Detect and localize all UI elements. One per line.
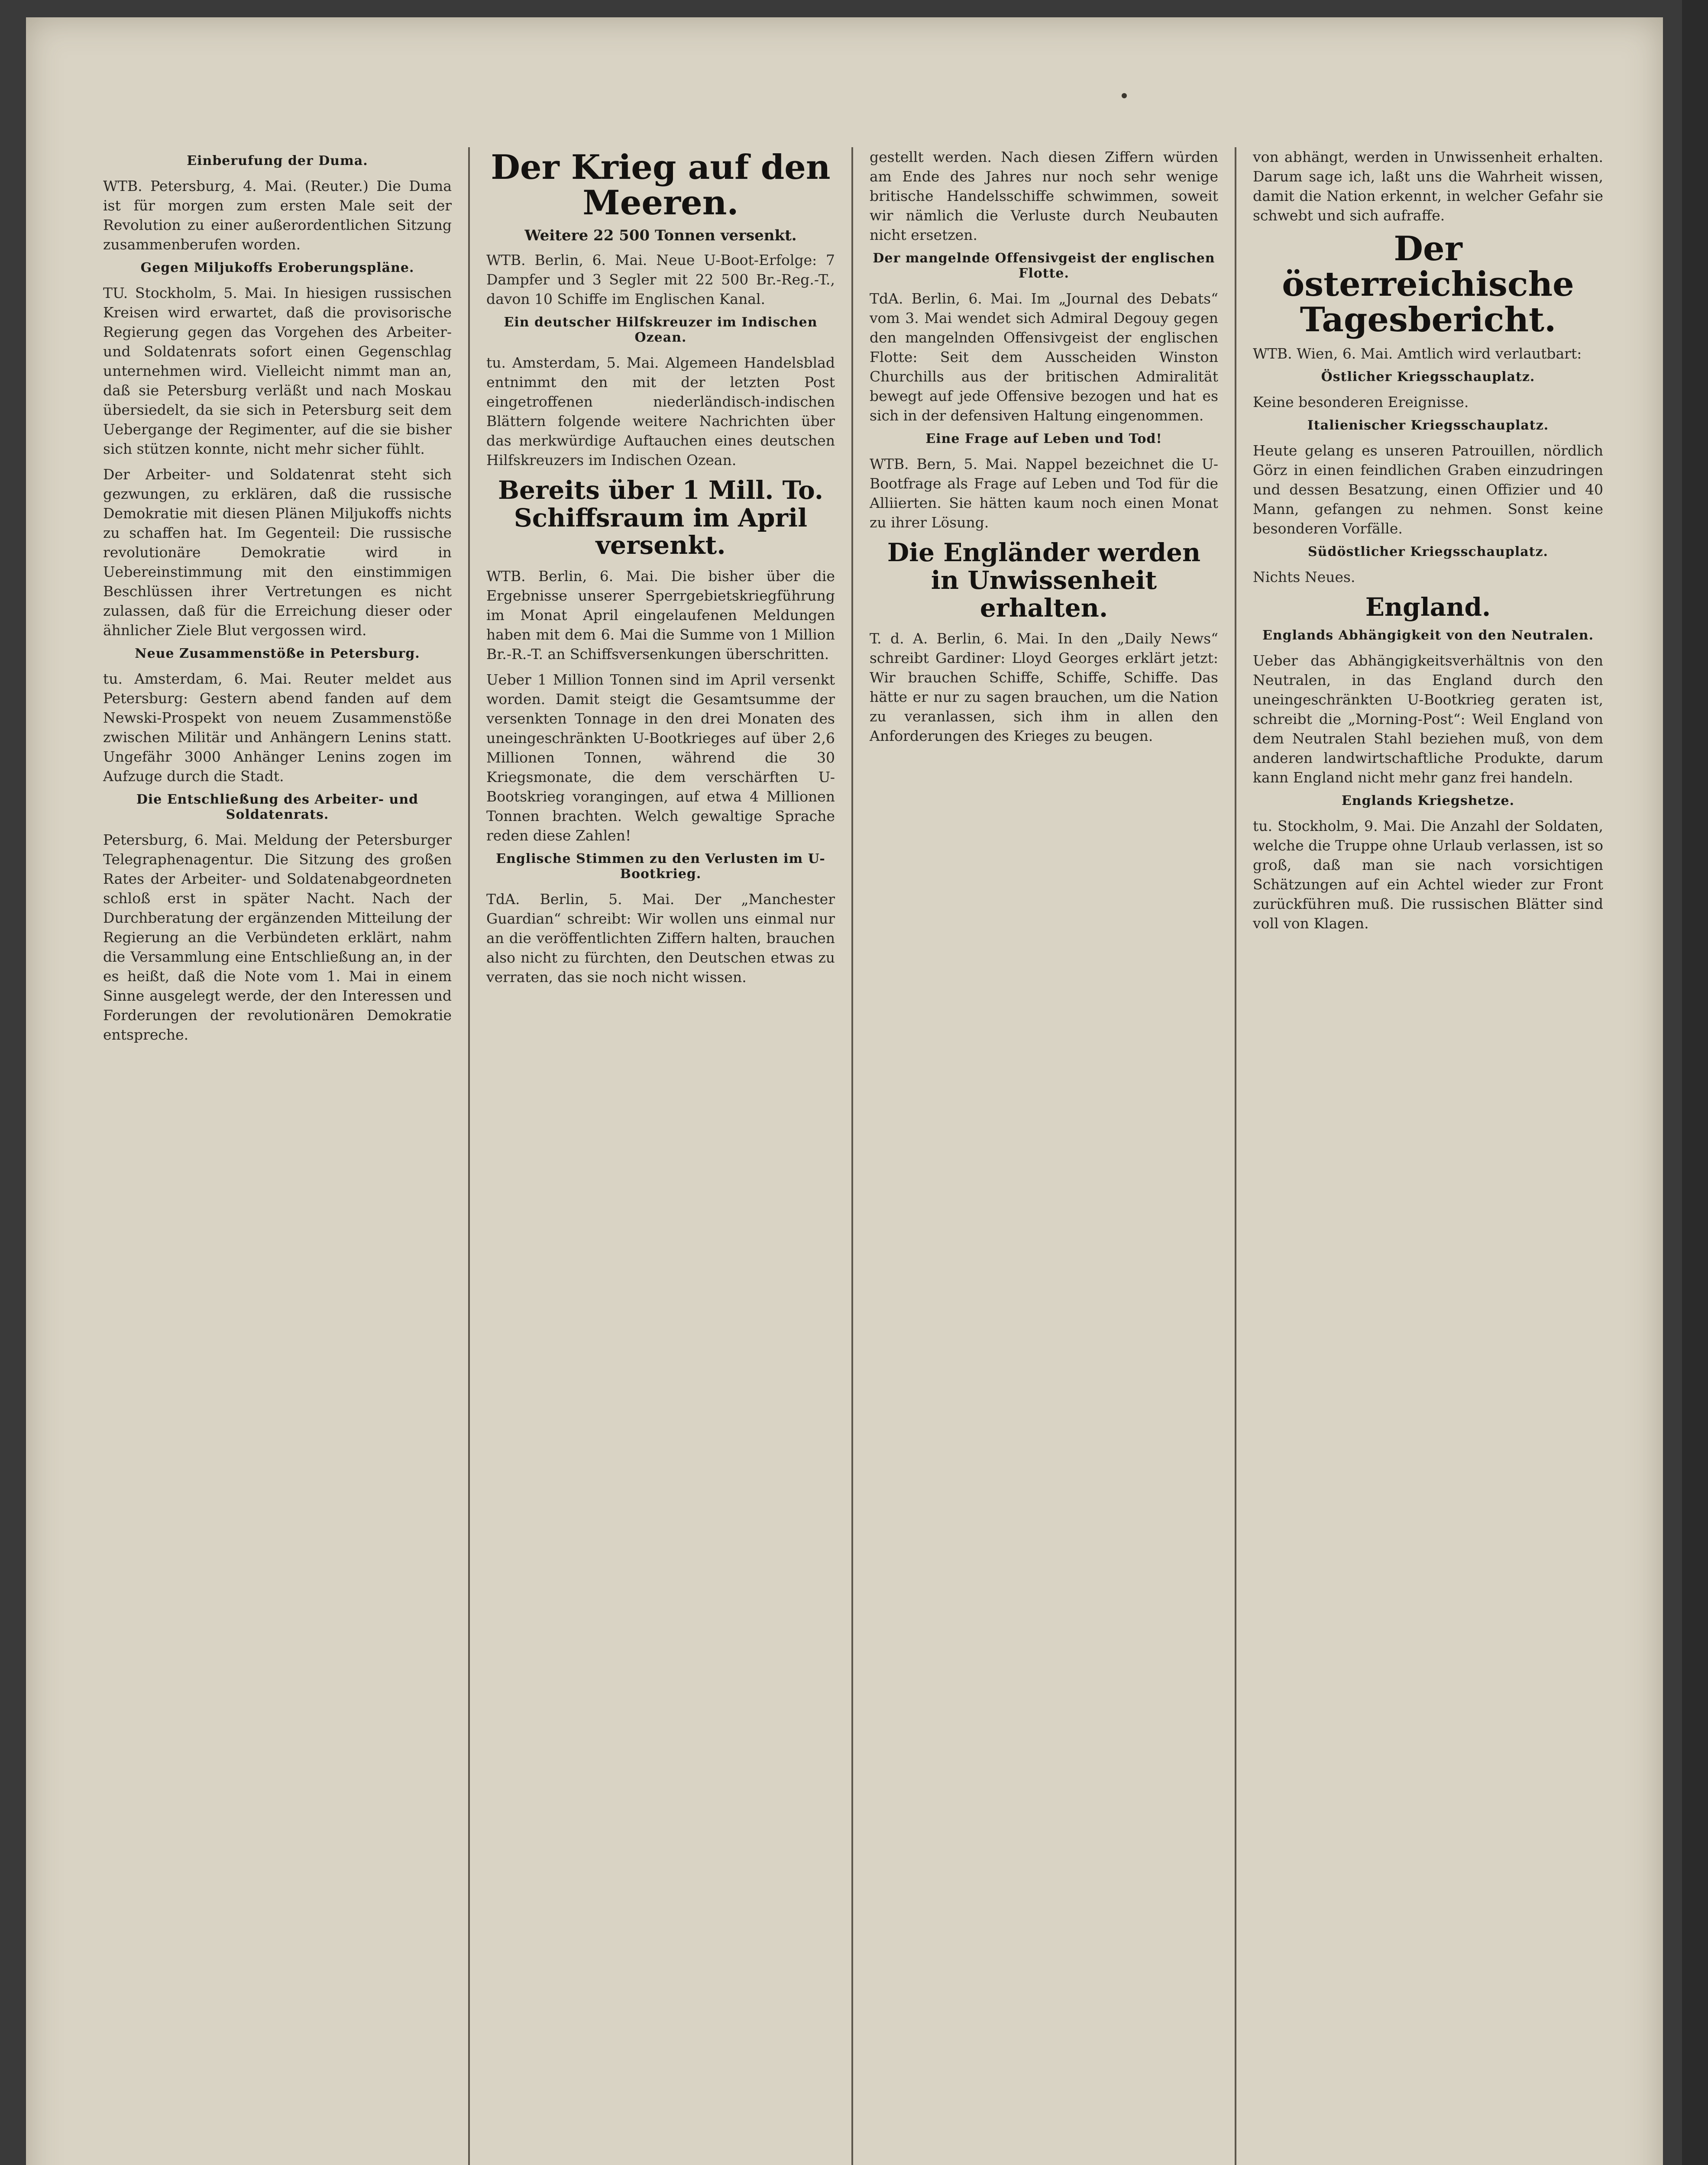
article-paragraph: WTB. Bern, 5. Mai. Nappel bezeichnet die U-Bootfrage als Frage auf Leben und Tod für die Alliierten. Sie hätten kaum noch einen Monat zu ihrer Lösung. [870, 456, 1218, 531]
column-2 [470, 147, 853, 2165]
article-paragraph: WTB. Berlin, 6. Mai. Neue U-Boot-Erfolge: 7 Dampfer und 3 Segler mit 22 500 Br.-Reg.-T., davon 10 Schiffe im Englischen Kanal. [486, 251, 835, 307]
article-paragraph: T. d. A. Berlin, 6. Mai. In den „Daily News“ schreibt Gardiner: Lloyd Georges erklärt jetzt: Wir brauchen Schiffe, Schiffe, Schiffe. Das hätte er nur zu sagen brauchen, um die Nation zu veranlassen, sich ihm in allen den Anforderungen des Krieges zu beugen. [870, 630, 1218, 745]
article-paragraph: tu. Amsterdam, 6. Mai. Reuter meldet aus Petersburg: Gestern abend fanden auf dem Newski-Prospekt von neuem Zusammenstöße zwischen Militär und Anhängern Lenins statt. Ungefähr 3000 Anhänger Lenins zogen im Aufzuge durch die Stadt. [103, 670, 452, 785]
section-heading: Englands Kriegshetze. [1341, 793, 1515, 809]
section-heading: Die Entschließung des Arbeiter- und Soldatenrats. [136, 792, 419, 822]
article-paragraph: TdA. Berlin, 5. Mai. Der „Manchester Guardian“ schreibt: Wir wollen uns einmal nur an die veröffentlichten Ziffern halten, brauchen also nicht zu fürchten, den Deutschen etwas zu verraten, das sie noch nicht wissen. [486, 891, 835, 986]
section-heading: Einberufung der Duma. [187, 153, 368, 168]
article-paragraph: Der Arbeiter- und Soldatenrat steht sich gezwungen, zu erklären, daß die russische Demokratie mit diesen Plänen Miljukoffs nichts zu schaffen hat. Im Gegenteil: Die russische revolutionäre Demokratie wird in Uebereinstimmung mit den einstimmigen Beschlüssen ihrer Vertretungen es nicht zulassen, daß für die Erreichung dieser oder ähnlicher Ziele Blut vergossen wird. [103, 466, 452, 639]
headline-medium: Bereits über 1 Mill. To. Schiffsraum im April versenkt. [498, 475, 824, 560]
headline-large: Der Krieg auf den Meeren. [491, 148, 831, 223]
section-heading: Englands Abhängigkeit von den Neutralen. [1262, 628, 1594, 643]
section-heading: Italienischer Kriegsschauplatz. [1307, 417, 1549, 433]
article-paragraph: WTB. Berlin, 6. Mai. Die bisher über die Ergebnisse unserer Sperrgebietskriegführung im Monat April eingelaufenen Meldungen haben mit dem 6. Mai die Summe von 1 Million Br.-R.-T. an Schiffsversenkungen überschritten. [486, 568, 835, 663]
article-paragraph: tu. Amsterdam, 5. Mai. Algemeen Handelsblad entnimmt den mit der letzten Post eingetroffenen niederländisch-indischen Blättern folgende weitere Nachrichten über das merkwürdige Auftauchen eines deutschen Hilfskreuzers im Indischen Ozean. [486, 354, 835, 469]
section-heading: Gegen Miljukoffs Eroberungspläne. [140, 260, 414, 275]
newspaper-page [26, 17, 1663, 2165]
subheadline: Weitere 22 500 Tonnen versenkt. [524, 226, 797, 244]
text-columns [87, 147, 1620, 2165]
section-heading: Eine Frage auf Leben und Tod! [925, 431, 1162, 446]
article-paragraph: Nichts Neues. [1253, 568, 1355, 585]
section-heading: Der mangelnde Offensivgeist der englischen Flotte. [873, 251, 1215, 281]
section-heading: Englische Stimmen zu den Verlusten im U-Bootkrieg. [496, 851, 825, 882]
headline-medium: England. [1365, 592, 1491, 622]
section-heading: Neue Zusammenstöße in Petersburg. [135, 646, 420, 661]
column-3 [853, 147, 1236, 2165]
headline-large: Der österreichische Tagesbericht. [1282, 229, 1574, 339]
article-paragraph: WTB. Petersburg, 4. Mai. (Reuter.) Die Duma ist für morgen zum ersten Male seit der Revolution zu einer außerordentlichen Sitzung zusammenberufen worden. [103, 178, 452, 253]
article-paragraph: tu. Stockholm, 9. Mai. Die Anzahl der Soldaten, welche die Truppe ohne Urlaub verlassen, ist so groß, daß man sie nach vorsichtigen Schätzungen auf ein Achtel wieder zur Front zurückführen muß. Die russischen Blätter sind voll von Klagen. [1253, 818, 1603, 932]
scan-border [1682, 0, 1708, 2165]
article-paragraph: Ueber das Abhängigkeitsverhältnis von den Neutralen, in das England durch den uneingeschränkten U-Bootkrieg geraten ist, schreibt die „Morning-Post“: Weil England von dem Neutralen Stahl beziehen muß, von dem anderen landwirtschaftliche Produkte, darum kann England nicht mehr ganz frei handeln. [1253, 652, 1603, 786]
headline-medium: Die Engländer werden in Unwissenheit erhalten. [887, 538, 1201, 623]
article-paragraph: TU. Stockholm, 5. Mai. In hiesigen russischen Kreisen wird erwartet, daß die provisorische Regierung gegen das Vorgehen des Arbeiter- und Soldatenrats sofort einen Gegenschlag unternehmen wird. Vielleicht nimmt man an, daß sie Petersburg verläßt und nach Moskau übersiedelt, da sie sich in Petersburg seit dem Uebergange der Regimenter, auf die sie bisher sich stützen konnte, nicht mehr sicher fühlt. [103, 284, 452, 457]
article-paragraph: Heute gelang es unseren Patrouillen, nördlich Görz in einen feindlichen Graben einzudringen und dessen Besatzung, einen Offizier und 40 Mann, gefangen zu nehmen. Sonst keine besonderen Vorfälle. [1253, 442, 1603, 537]
section-heading: Südöstlicher Kriegsschauplatz. [1307, 544, 1548, 559]
section-heading: Östlicher Kriegsschauplatz. [1321, 369, 1535, 385]
article-paragraph: Keine besonderen Ereignisse. [1253, 393, 1469, 410]
article-paragraph: TdA. Berlin, 6. Mai. Im „Journal des Debats“ vom 3. Mai wendet sich Admiral Degouy gegen den mangelnden Offensivgeist der englischen Flotte: Seit dem Ausscheiden Winston Churchills aus der britischen Admiralität bewegt auf jede Offensive bezogen und hat es sich in der defensiven Haltung eingenommen. [870, 290, 1218, 424]
print-mark [1122, 93, 1127, 98]
article-paragraph: von abhängt, werden in Unwissenheit erhalten. Darum sage ich, laßt uns die Wahrheit wissen, damit die Nation erkennt, in welcher Gefahr sie schwebt und sich aufraffe. [1253, 149, 1603, 224]
article-paragraph: gestellt werden. Nach diesen Ziffern würden am Ende des Jahres nur noch sehr wenige britische Handelsschiffe schwimmen, soweit wir nämlich die Verluste durch Neubauten nicht ersetzen. [870, 149, 1218, 243]
article-paragraph: Ueber 1 Million Tonnen sind im April versenkt worden. Damit steigt die Gesamtsumme der versenkten Tonnage in den drei Monaten des uneingeschränkten U-Bootkrieges auf über 2,6 Millionen Tonnen, während die 30 Kriegsmonate, die dem verschärften U-Bootskrieg vorangingen, auf etwa 4 Millionen Tonnen brachten. Welch gewaltige Sprache reden diese Zahlen! [486, 671, 835, 844]
column-1 [87, 147, 470, 2165]
article-paragraph: Petersburg, 6. Mai. Meldung der Petersburger Telegraphenagentur. Die Sitzung des großen Rates der Arbeiter- und Soldatenabgeordneten schloß erst in später Nacht. Nach der Durchberatung der ergänzenden Mitteilung der Regierung an die Verbündeten erklärt, nahm die Versammlung eine Entschließung an, in der es heißt, daß die Note vom 1. Mai in einem Sinne ausgelegt werde, der den Interessen und Forderungen der revolutionären Demokratie entspreche. [103, 831, 452, 1043]
column-4 [1236, 147, 1620, 2165]
article-paragraph: WTB. Wien, 6. Mai. Amtlich wird verlautbart: [1253, 345, 1582, 362]
section-heading: Ein deutscher Hilfskreuzer im Indischen Ozean. [504, 314, 818, 345]
